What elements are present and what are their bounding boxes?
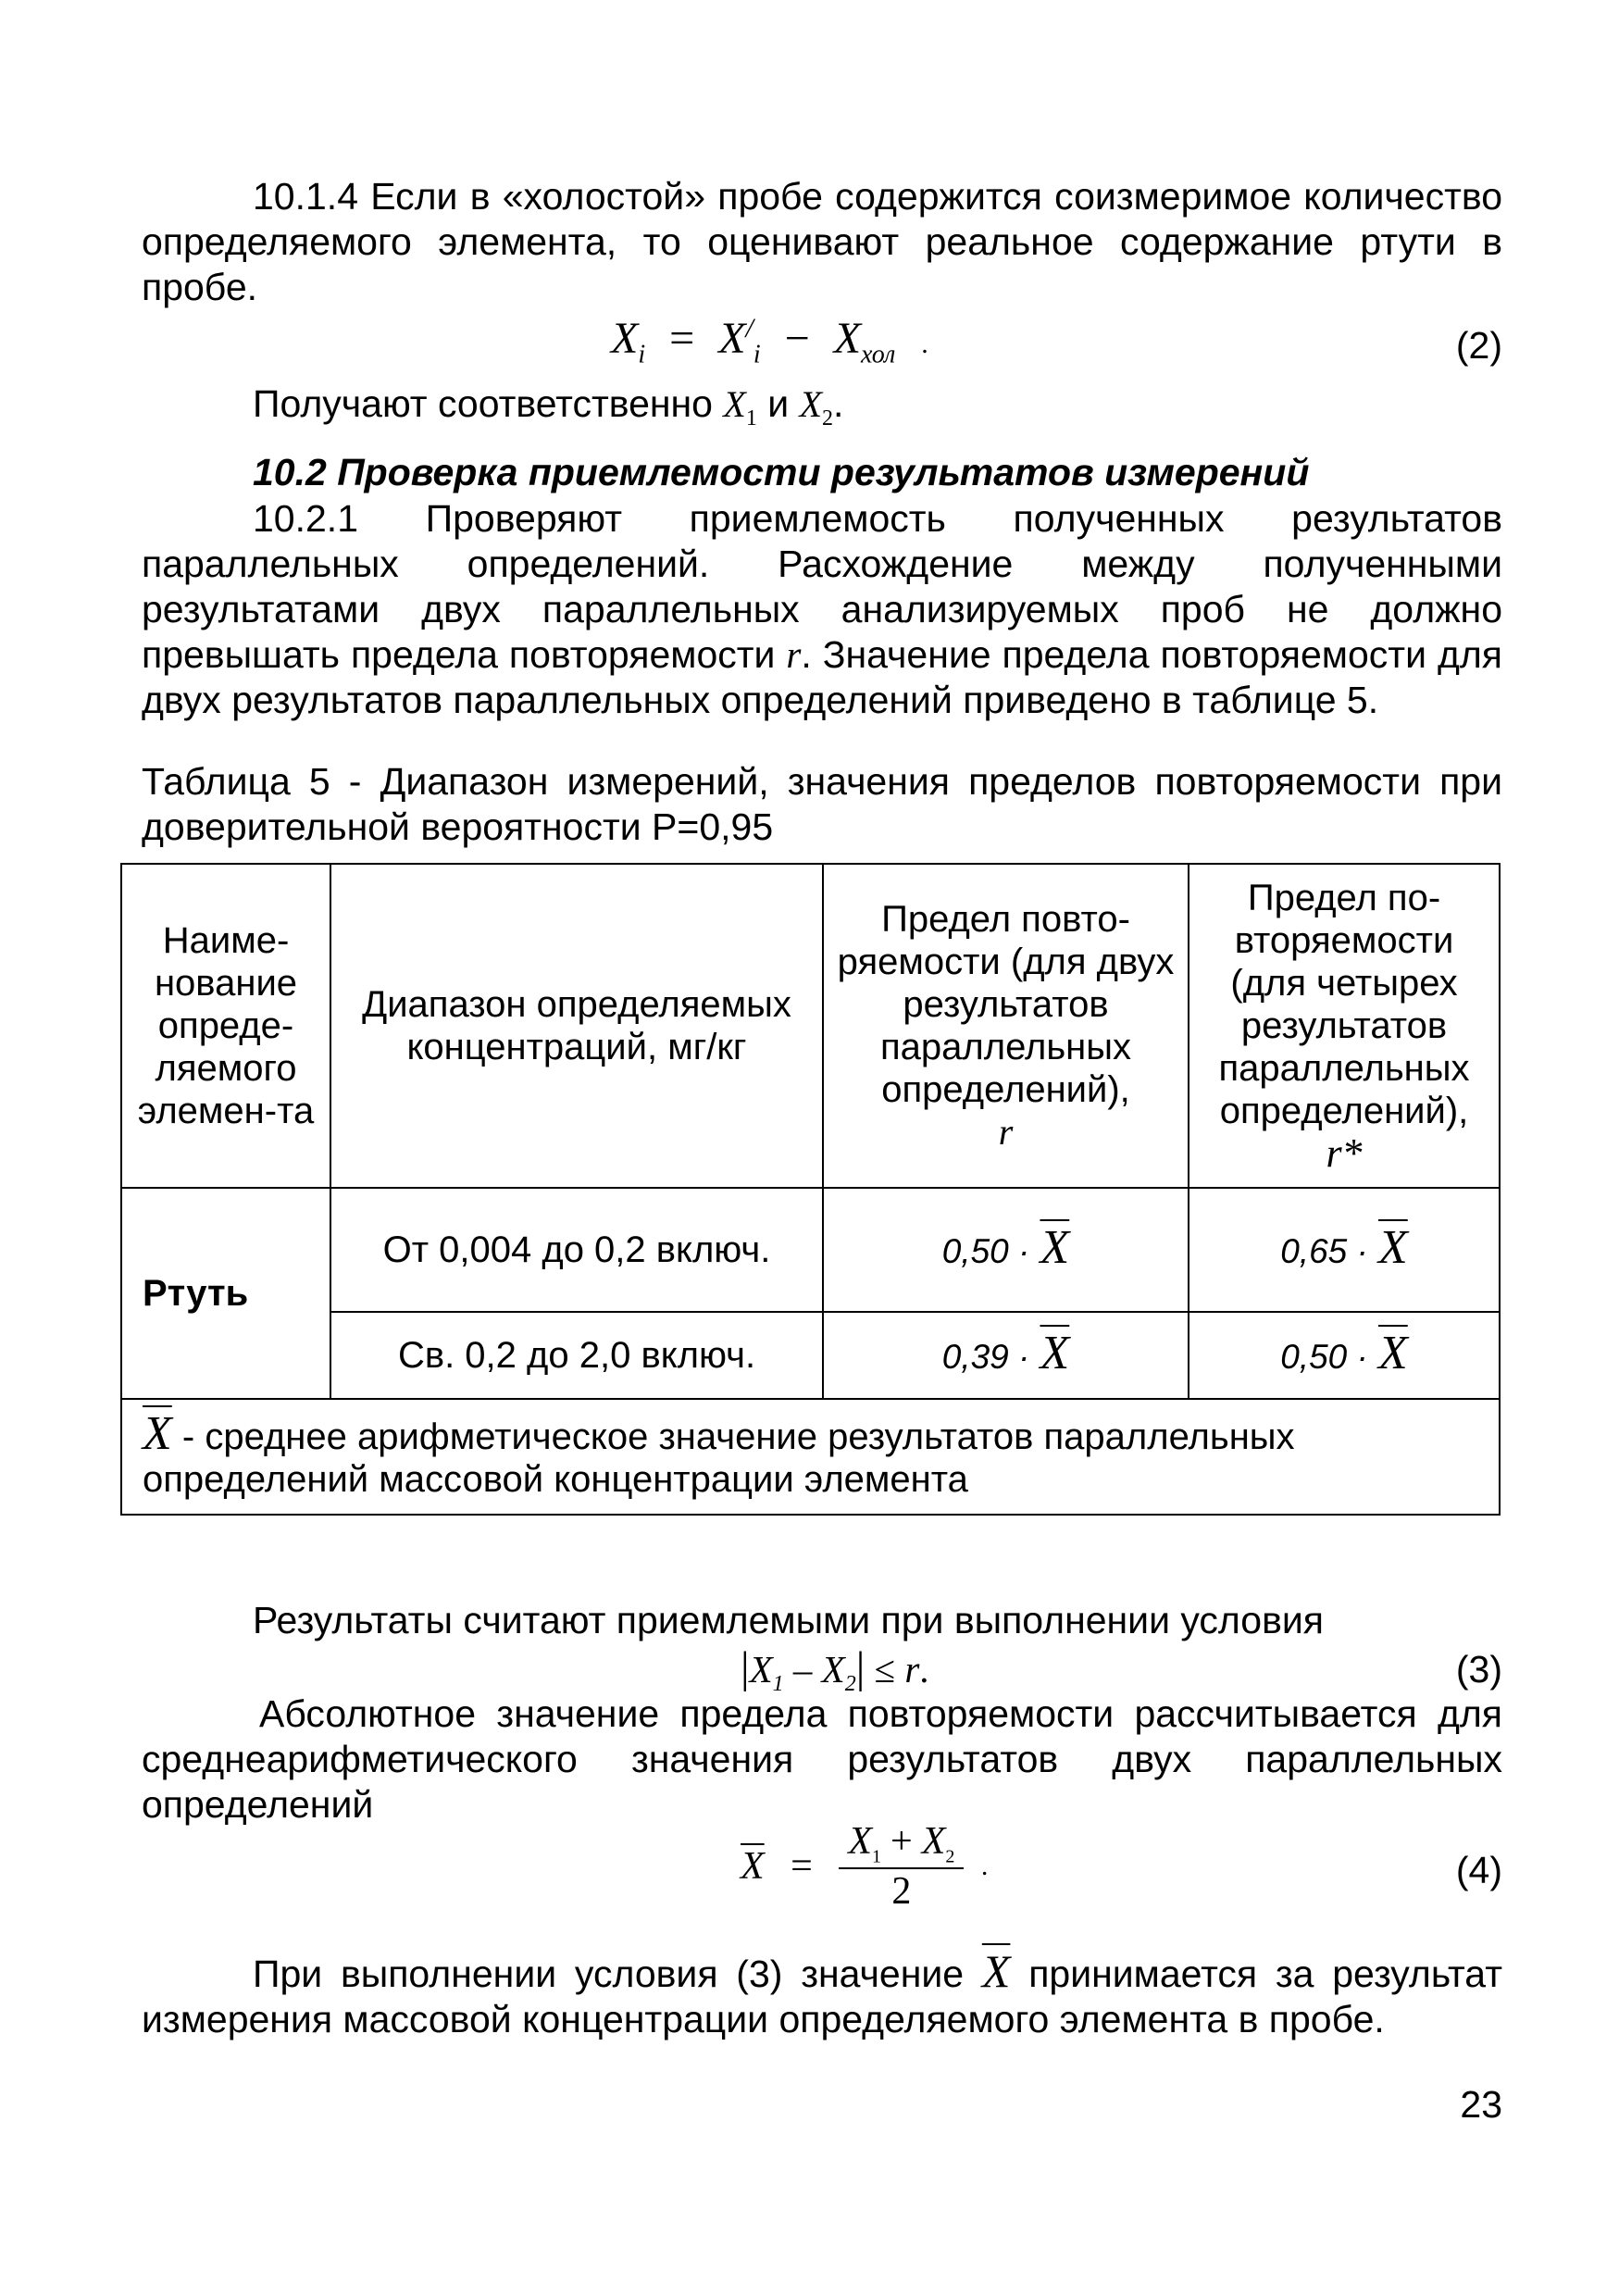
element-name-cell: Ртуть bbox=[121, 1188, 330, 1399]
equation-2-number: (2) bbox=[1455, 324, 1502, 367]
equation-3 bbox=[741, 1642, 929, 1697]
header-r-four bbox=[1189, 864, 1500, 1188]
equation-2 bbox=[611, 313, 928, 370]
row1-r-star-coef: 0,65 · bbox=[1280, 1232, 1368, 1270]
paragraph-final bbox=[142, 1945, 1502, 2042]
eq3-x2: X bbox=[821, 1648, 845, 1691]
header-r-two-symbol: r bbox=[998, 1111, 1014, 1153]
eq4-lhs-xbar: $\overline{X}$ bbox=[741, 1845, 765, 1889]
table-header-row bbox=[121, 864, 1500, 1188]
eq4-fraction bbox=[839, 1819, 964, 1914]
receive-x2: X bbox=[799, 383, 822, 425]
eq4-num-sub1: 1 bbox=[872, 1846, 881, 1867]
paragraph-10-1-4: 10.1.4 Если в «холостой» пробе содержится соизмеримое количество определяемого элемента, то оценивают реальное содержание ртути в пробе. bbox=[142, 175, 1502, 308]
table-note-row bbox=[121, 1399, 1500, 1515]
header-r-four-symbol: r* bbox=[1326, 1129, 1363, 1176]
eq2-term1-sub: i bbox=[753, 340, 761, 369]
final-after: принимается за результат измерения массовой концентрации определяемого элемента в пробе. bbox=[142, 1953, 1502, 2040]
paragraph-absolute-value: Абсолютное значение предела повторяемости рассчитывается для среднеарифметического значения результатов двух параллельных определений bbox=[142, 1692, 1502, 1826]
eq4-period: . bbox=[980, 1851, 989, 1882]
row2-range: Св. 0,2 до 2,0 включ. bbox=[330, 1312, 823, 1399]
receive-x2-sub: 2 bbox=[822, 406, 833, 431]
receive-line bbox=[253, 382, 843, 431]
eq3-minus: – bbox=[783, 1648, 822, 1691]
p1021-before: 10.2.1 Проверяют приемлемость полученных результатов параллельных определений. Расхождение между полученными результатами двух параллельных анализируемых проб не должно превышать предела повторяемости bbox=[142, 497, 1502, 676]
eq2-period: . bbox=[921, 329, 928, 359]
eq2-minus: − bbox=[784, 314, 810, 363]
row1-range: От 0,004 до 0,2 включ. bbox=[330, 1188, 823, 1312]
header-element: Наиме-нование опреде-ляемого элемен-та bbox=[121, 864, 330, 1188]
table-note bbox=[121, 1399, 1500, 1515]
row2-r-coef: 0,39 · bbox=[941, 1338, 1030, 1376]
p1021-after: . Значение предела повторяемости для двух результатов параллельных определений приведено в таблице 5. bbox=[142, 633, 1502, 721]
receive-text: Получают соответственно bbox=[253, 382, 713, 425]
eq4-denominator: 2 bbox=[891, 1870, 912, 1914]
receive-period: . bbox=[833, 382, 844, 425]
row1-r-star-xbar: $\overline{X}$ bbox=[1377, 1221, 1408, 1274]
final-before: При выполнении условия (3) значение bbox=[253, 1953, 965, 1995]
header-r-two-text: Предел повто-ряемости (для двух результатов параллельных определений), bbox=[837, 899, 1175, 1110]
receive-and: и bbox=[767, 382, 790, 425]
row1-r-coef: 0,50 · bbox=[941, 1232, 1030, 1270]
eq3-x2-sub: 2 bbox=[844, 1672, 856, 1697]
eq4-numerator bbox=[839, 1819, 964, 1869]
note-xbar: $\overline{X}$ bbox=[143, 1407, 172, 1460]
eq4-num-sub2: 2 bbox=[945, 1846, 955, 1867]
row2-r-star-cell bbox=[1189, 1312, 1500, 1399]
section-heading-10-2: 10.2 Проверка приемлемости результатов измерений bbox=[253, 451, 1310, 493]
row2-r-cell bbox=[823, 1312, 1189, 1399]
eq4-equals: = bbox=[791, 1845, 813, 1889]
table-5 bbox=[120, 863, 1501, 1516]
eq2-term2-sub: хол bbox=[861, 340, 896, 369]
paragraph-10-2-1 bbox=[142, 496, 1502, 723]
table-5-caption: Таблица 5 - Диапазон измерений, значения пределов повторяемости при доверительной вероятности P=0,95 bbox=[142, 760, 1502, 848]
equation-3-number: (3) bbox=[1455, 1648, 1502, 1691]
eq3-x1: X bbox=[749, 1648, 773, 1691]
eq2-lhs: X bbox=[611, 314, 639, 363]
eq3-abs-right: | bbox=[855, 1643, 866, 1692]
row2-r-xbar: $\overline{X}$ bbox=[1040, 1327, 1070, 1379]
note-text: - среднее арифметическое значение результатов параллельных определений массовой концентрации элемента bbox=[143, 1416, 1295, 1500]
eq2-lhs-sub: i bbox=[638, 340, 646, 369]
eq3-period: . bbox=[919, 1648, 929, 1691]
table-row bbox=[121, 1188, 1500, 1312]
eq3-r: r bbox=[904, 1648, 920, 1691]
header-r-two bbox=[823, 864, 1189, 1188]
equation-4-number: (4) bbox=[1455, 1849, 1502, 1891]
receive-x1-sub: 1 bbox=[745, 406, 757, 431]
eq2-term1: X bbox=[718, 314, 746, 363]
eq3-leq: ≤ bbox=[865, 1648, 905, 1691]
row1-r-star-cell bbox=[1189, 1188, 1500, 1312]
eq3-abs-left: | bbox=[741, 1643, 750, 1692]
paragraph-accept: Результаты считают приемлемыми при выполнении условия bbox=[253, 1599, 1324, 1641]
p1021-r-symbol: r bbox=[786, 633, 802, 676]
eq3-x1-sub: 1 bbox=[772, 1672, 784, 1697]
header-range: Диапазон определяемых концентраций, мг/кг bbox=[330, 864, 823, 1188]
eq2-term1-prime: / bbox=[745, 313, 753, 343]
eq4-plus: + bbox=[890, 1820, 913, 1863]
receive-x1: X bbox=[723, 383, 746, 425]
row1-r-xbar: $\overline{X}$ bbox=[1040, 1221, 1070, 1274]
eq4-num-x1: X bbox=[848, 1820, 872, 1863]
row2-r-star-coef: 0,50 · bbox=[1280, 1338, 1368, 1376]
eq4-num-x2: X bbox=[921, 1820, 946, 1863]
header-r-four-text: Предел по-вторяемости (для четырех результатов параллельных определений), bbox=[1218, 877, 1470, 1131]
eq2-term2: X bbox=[833, 314, 862, 363]
row2-r-star-xbar: $\overline{X}$ bbox=[1377, 1327, 1408, 1379]
row1-r-cell bbox=[823, 1188, 1189, 1312]
equation-4 bbox=[741, 1819, 988, 1914]
eq2-equals: = bbox=[669, 314, 695, 363]
final-xbar: $\overline{X}$ bbox=[981, 1945, 1011, 1997]
page-number: 23 bbox=[1460, 2083, 1502, 2126]
